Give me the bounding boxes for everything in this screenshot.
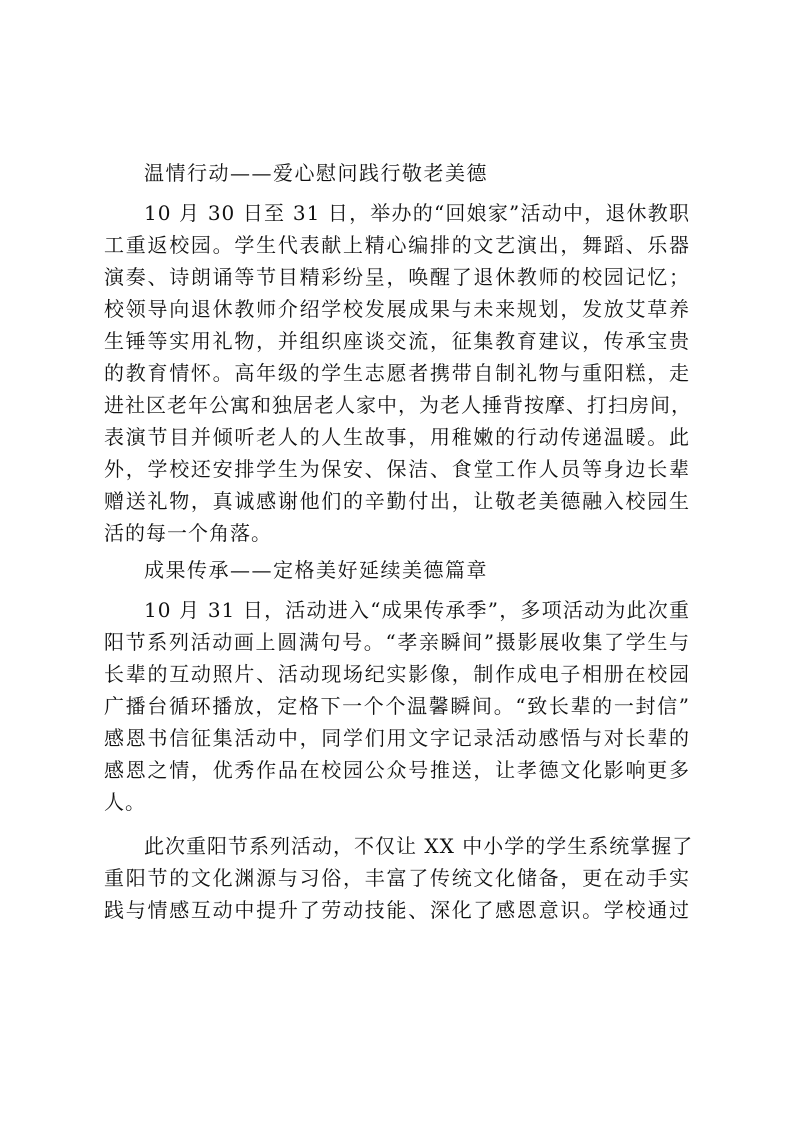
- paragraph-line: 10 月 30 日至 31 日，举办的“回娘家”活动中，退休教职: [144, 201, 690, 225]
- paragraph-line: 重阳节的文化渊源与习俗，丰富了传统文化储备，更在动手实: [104, 866, 690, 890]
- paragraph-line: 人。: [104, 790, 146, 814]
- paragraph-line: 此次重阳节系列活动，不仅让 XX 中小学的学生系统掌握了: [144, 834, 694, 858]
- paragraph-line: 外，学校还安排学生为保安、保洁、食堂工作人员等身边长辈: [104, 457, 690, 481]
- paragraph-line: 活的每一个角落。: [104, 521, 272, 545]
- paragraph-line: 生锤等实用礼物，并组织座谈交流，征集教育建议，传承宝贵: [104, 329, 690, 353]
- paragraph-line: 长辈的互动照片、活动现场纪实影像，制作成电子相册在校园: [104, 662, 690, 686]
- paragraph-line: 工重返校园。学生代表献上精心编排的文艺演出，舞蹈、乐器: [104, 233, 690, 257]
- paragraph-line: 阳节系列活动画上圆满句号。“孝亲瞬间”摄影展收集了学生与: [104, 630, 690, 654]
- paragraph-line: 的教育情怀。高年级的学生志愿者携带自制礼物与重阳糕，走: [104, 361, 690, 385]
- paragraph-line: 赠送礼物，真诚感谢他们的辛勤付出，让敬老美德融入校园生: [104, 489, 690, 513]
- paragraph-line: 10 月 31 日，活动进入“成果传承季”，多项活动为此次重: [144, 598, 690, 622]
- paragraph-line: 进社区老年公寓和独居老人家中，为老人捶背按摩、打扫房间，: [104, 393, 692, 417]
- paragraph-line: 校领导向退休教师介绍学校发展成果与未来规划，发放艾草养: [104, 297, 690, 321]
- section-heading-results-legacy: 成果传承——定格美好延续美德篇章: [144, 558, 488, 582]
- paragraph-line: 广播台循环播放，定格下一个个温馨瞬间。“致长辈的一封信”: [104, 694, 690, 718]
- paragraph-line: 演奏、诗朗诵等节目精彩纷呈，唤醒了退休教师的校园记忆；: [104, 265, 690, 289]
- paragraph-line: 表演节目并倾听老人的人生故事，用稚嫩的行动传递温暖。此: [104, 425, 690, 449]
- paragraph-line: 感恩之情，优秀作品在校园公众号推送，让孝德文化影响更多: [104, 758, 690, 782]
- paragraph-line: 感恩书信征集活动中，同学们用文字记录活动感悟与对长辈的: [104, 726, 690, 750]
- section-heading-care-action: 温情行动——爱心慰问践行敬老美德: [144, 161, 488, 185]
- paragraph-line: 践与情感互动中提升了劳动技能、深化了感恩意识。学校通过: [104, 898, 690, 922]
